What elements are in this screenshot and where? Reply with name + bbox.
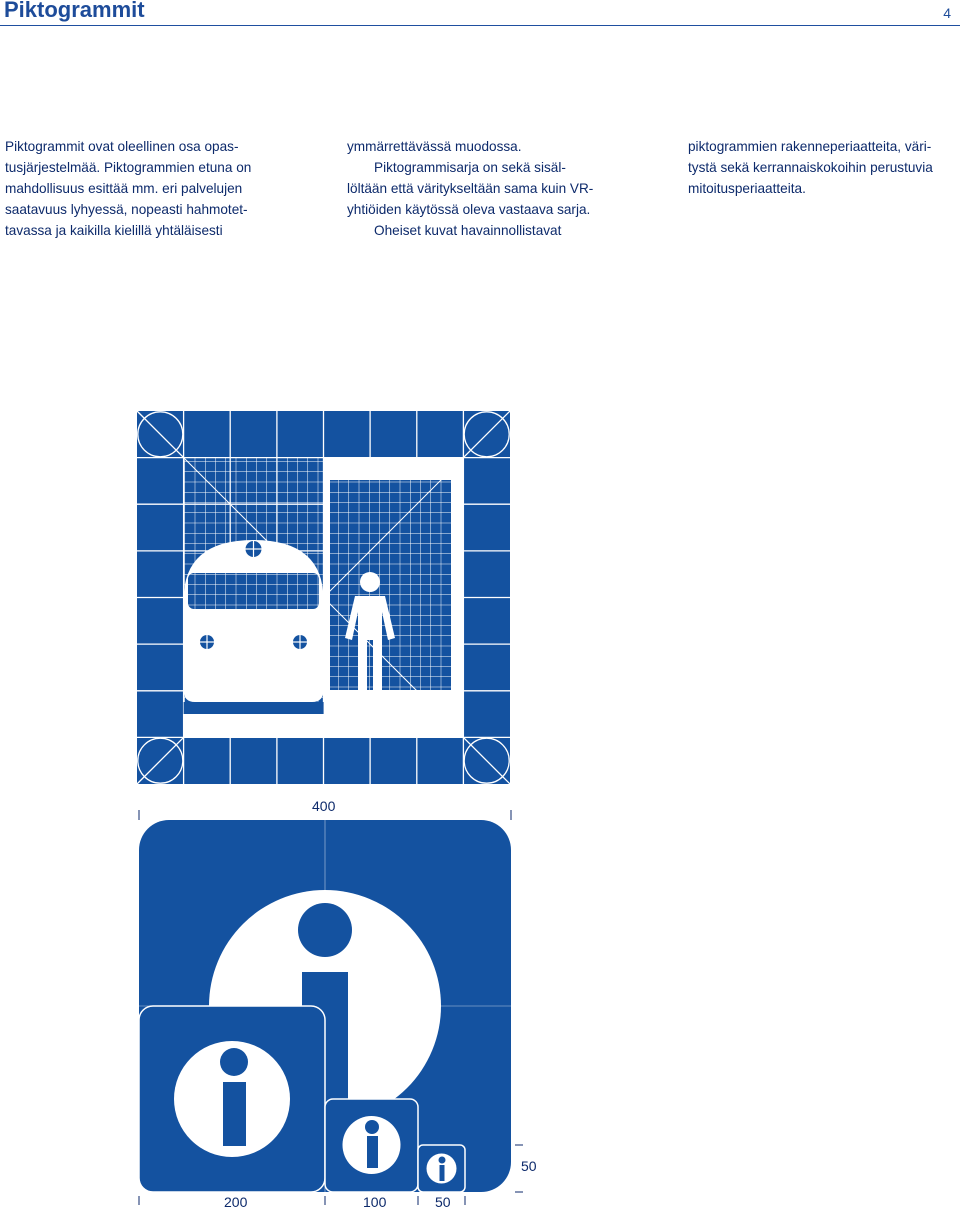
text-line: tavassa ja kaikilla kielillä yhtäläisesti bbox=[5, 223, 223, 238]
dimension-label-100: 100 bbox=[363, 1194, 387, 1210]
text-line: saatavuus lyhyessä, nopeasti hahmotet- bbox=[5, 202, 248, 217]
page-number: 4 bbox=[943, 5, 951, 21]
text-line: tusjärjestelmää. Piktogrammien etuna on bbox=[5, 160, 252, 175]
text-line: piktogrammien rakenneperiaatteita, väri- bbox=[688, 139, 932, 154]
text-line: tystä sekä kerrannaiskokoihin perustuvia bbox=[688, 160, 933, 175]
text-line: löltään että väritykseltään sama kuin VR- bbox=[347, 181, 594, 196]
dimension-label-50-width: 50 bbox=[435, 1194, 451, 1210]
text-line: ymmärrettävässä muodossa. bbox=[347, 139, 522, 154]
text-line: Oheiset kuvat havainnollistavat bbox=[374, 223, 562, 238]
text-line: mahdollisuus esittää mm. eri palvelujen bbox=[5, 181, 243, 196]
dimension-label-400: 400 bbox=[312, 798, 336, 814]
text-line: mitoitusperiaatteita. bbox=[688, 181, 806, 196]
text-line: yhtiöiden käytössä oleva vastaava sarja. bbox=[347, 202, 591, 217]
text-line: Piktogrammisarja on sekä sisäl- bbox=[374, 160, 566, 175]
dimension-label-200: 200 bbox=[224, 1194, 248, 1210]
document-title: Piktogrammit bbox=[4, 0, 145, 22]
train-icon bbox=[184, 540, 324, 702]
info-pictogram-scale bbox=[139, 810, 523, 1205]
text-line: Piktogrammit ovat oleellinen osa opas- bbox=[5, 139, 239, 154]
dimension-label-50-height: 50 bbox=[521, 1158, 537, 1174]
